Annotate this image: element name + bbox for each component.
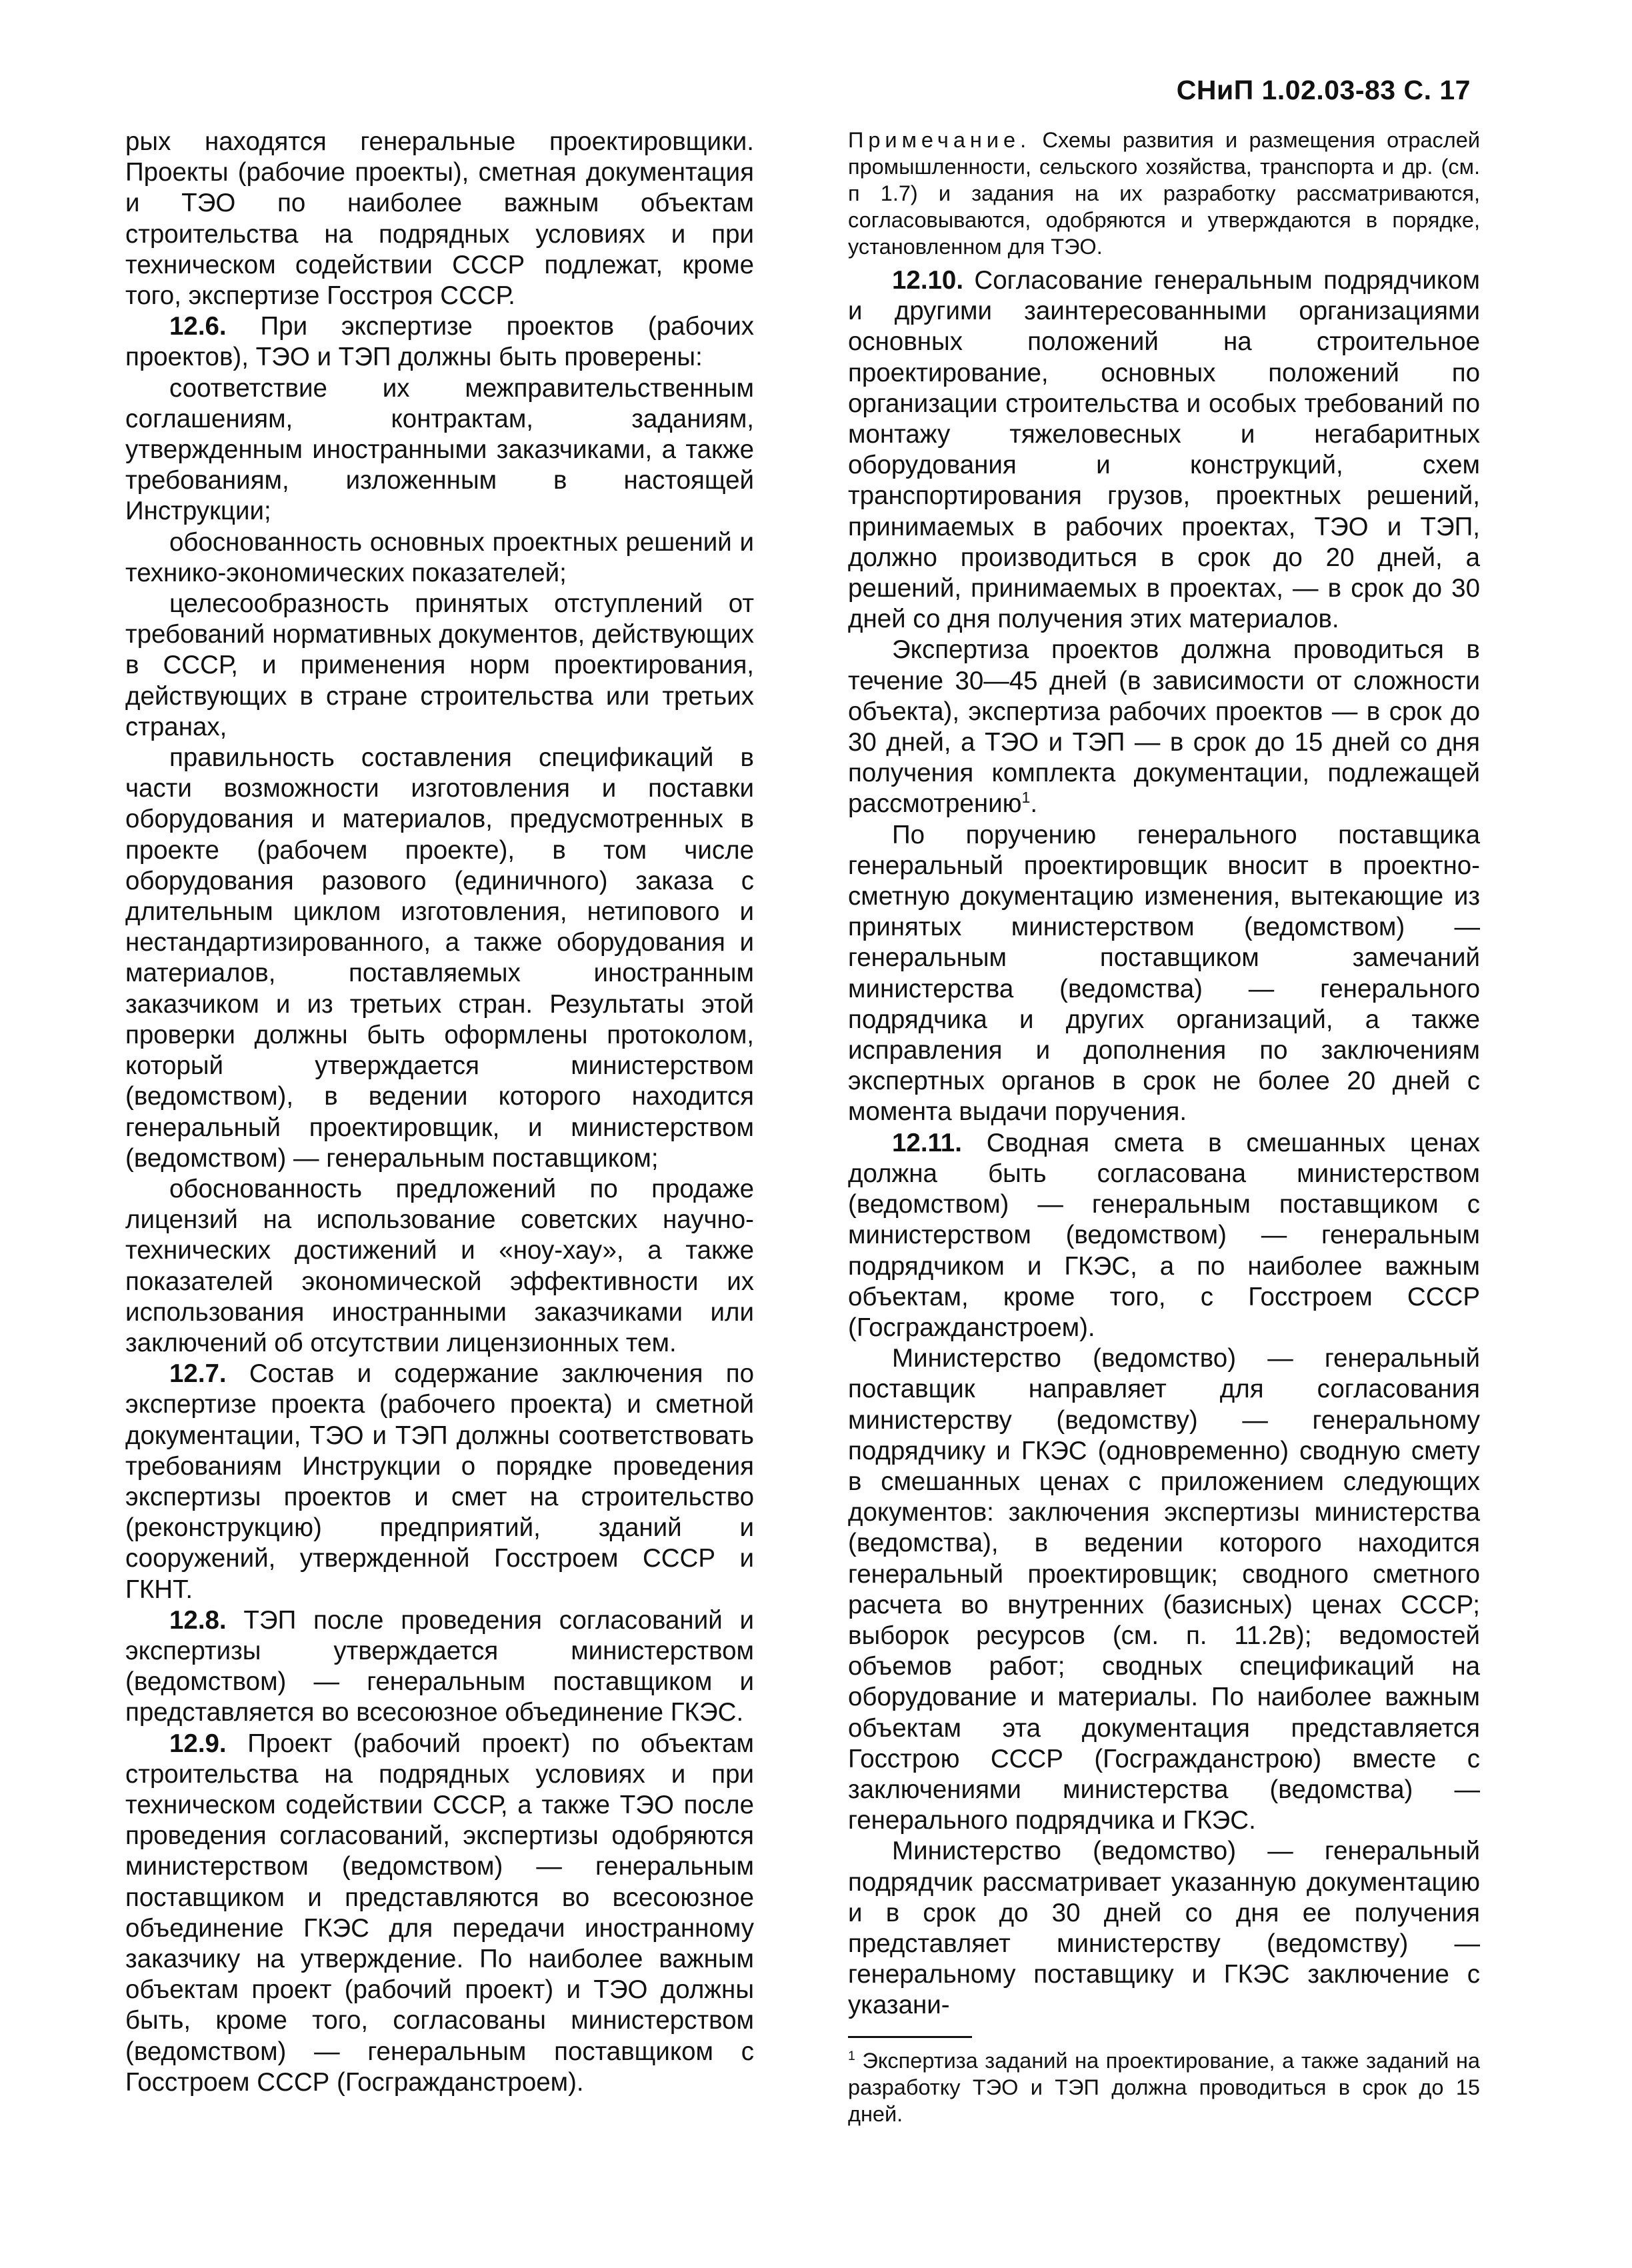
section-number: 12.6. bbox=[169, 312, 227, 341]
paragraph-supplier-ministry: Министерство (ведомство) — генеральный поставщик направляет для согласования министерству (ведомству) — генеральному подрядчику и ГКЭС (одновременно) сводную смету в смешанных ценах с приложением следующих документов: заключения экспертизы министерства (ведомства), в ведении которого находится генеральный проектировщик; сводного сметного расчета во внутренних (базисных) ценах СССР; выборок ресурсов (см. п. 11.2в); ведомостей объемов работ; сводных спецификаций на оборудование и материалы. По наиболее важным объектам эта документация представляется Госстрою СССР (Госгражданстрою) вместе с заключениями министерства (ведомства) — генерального подрядчика и ГКЭС. bbox=[848, 1344, 1480, 1835]
section-number: 12.7. bbox=[169, 1359, 227, 1389]
list-item-specifications: правильность составления спецификаций в части возможности изготовления и поставки оборудования и материалов, предусмотренных в проекте (рабочем проекте), в том числе оборудования разового (единичного) заказа с длительным циклом изготовления, нетипового и нестандартизированного, а также оборудования и материалов, поставляемых иностранным заказчиком и из третьих стран. Результаты этой проверки должны быть оформлены протоколом, который утверждается министерством (ведомством), в ведении которого находится генеральный проектировщик, и министерством (ведомством) — генеральным поставщиком; bbox=[125, 743, 754, 1173]
footnote-text: Экспертиза заданий на проектирование, а также заданий на разработку ТЭО и ТЭП должна проводиться в срок до 15 дней. bbox=[848, 2048, 1480, 2126]
footnote-divider bbox=[848, 2036, 972, 2038]
section-text: Проект (рабочий проект) по объектам строительства на подрядных условиях и при техническом содействии СССР, а также ТЭО после проведения согласований, экспертизы одобряются министерством (ведомством) — генеральным поставщиком и представляются во всесоюзное объединение ГКЭС для передачи иностранному заказчику на утверждение. По наиболее важным объектам проект (рабочий проект) и ТЭО должны быть, кроме того, согласованы министерством (ведомством) — генеральным поставщиком с Госстроем СССР (Госгражданстроем). bbox=[125, 1729, 754, 2097]
paragraph-end: . bbox=[1030, 789, 1038, 819]
paragraph-expertise-terms bbox=[848, 635, 1480, 819]
section-12-8 bbox=[125, 1605, 754, 1729]
paragraph-text: Экспертиза проектов должна проводиться в течение 30—45 дней (в зависимости от сложности объекта), экспертиза рабочих проектов — в срок до 30 дней, а ТЭО и ТЭП — в срок до 15 дней со дня получения комплекта документации, подлежащей рассмотрению bbox=[848, 635, 1480, 819]
section-text: Сводная смета в смешанных ценах должна быть согласована министерством (ведомством) — генеральным поставщиком с министерством (ведомством) — генеральным подрядчиком и ГКЭС, а по наиболее важным объектам, кроме того, с Госстроем СССР (Госгражданстроем). bbox=[848, 1128, 1480, 1342]
section-text: Состав и содержание заключения по экспертизе проекта (рабочего проекта) и сметной документации, ТЭО и ТЭП должны соответствовать требованиям Инструкции о порядке проведения экспертизы проектов и смет на строительство (реконструкцию) предприятий, зданий и сооружений, утвержденной Госстроем СССР и ГКНТ. bbox=[125, 1359, 754, 1604]
footnote-mark: 1 bbox=[848, 2048, 855, 2063]
paragraph-contractor-ministry: Министерство (ведомство) — генеральный подрядчик рассматривает указанную документацию и в срок до 30 дней со дня ее получения представляет министерству (ведомству) — генеральному поставщику и ГКЭС заключение с указани- bbox=[848, 1837, 1480, 2020]
footnote bbox=[848, 2047, 1480, 2127]
section-number: 12.10. bbox=[892, 266, 964, 295]
footnote-reference: 1 bbox=[1021, 789, 1031, 807]
running-header: СНиП 1.02.03-83 С. 17 bbox=[1176, 75, 1471, 105]
section-12-10 bbox=[848, 265, 1480, 635]
list-item-deviations: целесообразность принятых отступлений от требований нормативных документов, действующих в СССР, и применения норм проектирования, действующих в стране строительства или третьих странах, bbox=[125, 589, 754, 741]
list-item-agreements: соответствие их межправительственным соглашениям, контрактам, заданиям, утвержденным иностранными заказчиками, а также требованиям, изложенным в настоящей Инструкции; bbox=[125, 373, 754, 526]
list-item-justification: обоснованность основных проектных решений и технико-экономических показателей; bbox=[125, 527, 754, 587]
note-label: Примечание. bbox=[848, 128, 1031, 152]
list-item-licenses: обоснованность предложений по продаже лицензий на использование советских научно-технических достижений и «ноу-хау», а также показателей экономической эффективности их использования иностранными заказчиками или заключений об отсутствии лицензионных тем. bbox=[125, 1174, 754, 1357]
section-text: ТЭП после проведения согласований и экспертизы утверждается министерством (ведомством) — генеральным поставщиком и представляется во всесоюзное объединение ГКЭС. bbox=[125, 1605, 754, 1727]
note-text: Схемы развития и размещения отраслей промышленности, сельского хозяйства, транспорта и др. (см. п 1.7) и задания на их разработку рассматриваются, согласовываются, одобряются и утверждаются в порядке, установленном для ТЭО. bbox=[848, 128, 1480, 259]
section-12-9 bbox=[125, 1729, 754, 2098]
section-text: Согласование генеральным подрядчиком и другими заинтересованными организациями основных положений на строительное проектирование, основных положений по организации строительства и особых требований по монтажу тяжеловесных и негабаритных оборудования и конструкций, схем транспортирования грузов, проектных решений, принимаемых в рабочих проектах, ТЭО и ТЭП, должно производиться в срок до 20 дней, а решений, принимаемых в проектах, — в срок до 30 дней со дня получения этих материалов. bbox=[848, 266, 1480, 634]
section-text: При экспертизе проектов (рабочих проектов), ТЭО и ТЭП должны быть проверены: bbox=[125, 312, 754, 372]
right-column bbox=[848, 127, 1480, 2127]
section-number: 12.8. bbox=[169, 1605, 227, 1635]
left-column bbox=[125, 127, 754, 2098]
note-paragraph bbox=[848, 127, 1480, 260]
section-number: 12.9. bbox=[169, 1729, 227, 1758]
paragraph-instruction: По поручению генерального поставщика генеральный проектировщик вносит в проектно-сметную документацию изменения, вытекающие из принятых министерством (ведомством) — генеральным поставщиком замечаний министерства (ведомства) — генерального подрядчика и других организаций, а также исправления и дополнения по заключениям экспертных органов в срок не более 20 дней с момента выдачи поручения. bbox=[848, 820, 1480, 1127]
section-12-6 bbox=[125, 311, 754, 373]
section-number: 12.11. bbox=[892, 1128, 962, 1157]
section-12-11 bbox=[848, 1128, 1480, 1343]
paragraph-continuation: рых находятся генеральные проектировщики. Проекты (рабочие проекты), сметная документация и ТЭО по наиболее важным объектам строительства на подрядных условиях и при техническом содействии СССР подлежат, кроме того, экспертизе Госстроя СССР. bbox=[125, 127, 754, 311]
section-12-7 bbox=[125, 1359, 754, 1605]
